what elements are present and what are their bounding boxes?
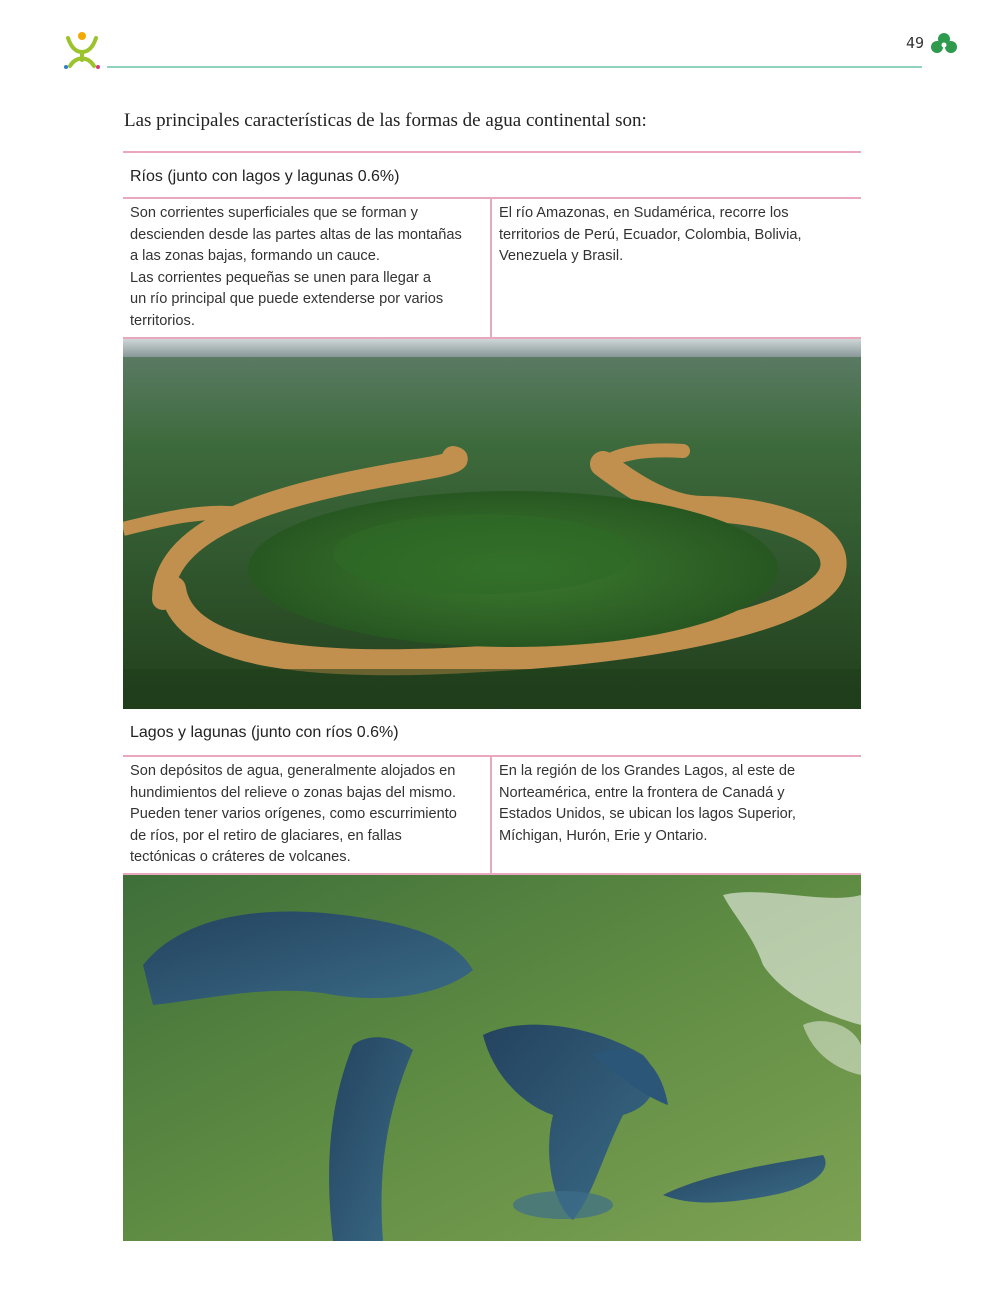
- section-title: Lagos y lagunas (junto con ríos 0.6%): [130, 724, 399, 741]
- intro-heading: Las principales características de las formas de agua continental son:: [124, 110, 647, 131]
- text-line: En la región de los Grandes Lagos, al este de: [499, 763, 796, 779]
- text-line: El río Amazonas, en Sudamérica, recorre los: [499, 205, 789, 221]
- example-cell: [492, 757, 861, 873]
- text-line: un río principal que puede extenderse por varios: [130, 291, 444, 307]
- text-line: Las corrientes pequeñas se unen para llegar a: [130, 269, 431, 286]
- great-lakes-satellite-photo: [123, 873, 861, 1241]
- text-line: a las zonas bajas, formando un cauce.: [130, 248, 380, 264]
- text-line: descienden desde las partes altas de las montañas: [130, 226, 462, 243]
- text-line: de ríos, por el retiro de glaciares, en fallas: [130, 827, 402, 844]
- text-line: Pueden tener varios orígenes, como escurrimiento: [130, 806, 457, 822]
- page-number: 49: [906, 34, 925, 52]
- description-cell: [123, 199, 492, 337]
- text-line: Son depósitos de agua, generalmente alojados en: [130, 763, 456, 779]
- section-title: Ríos (junto con lagos y lagunas 0.6%): [123, 151, 861, 197]
- text-line: Estados Unidos, se ubican los lagos Superior,: [499, 806, 796, 822]
- amazon-river-photo: [123, 337, 861, 709]
- section-row: [123, 197, 861, 337]
- section-lagos: [123, 709, 861, 1241]
- text-line: Venezuela y Brasil.: [499, 248, 624, 264]
- clover-logo-icon: [930, 32, 958, 56]
- description-cell: [123, 757, 492, 873]
- section-rios: [123, 151, 861, 709]
- text-line: Son corrientes superficiales que se forman y: [130, 205, 418, 221]
- example-cell: [492, 199, 861, 337]
- text-line: territorios de Perú, Ecuador, Colombia, Bolivia,: [499, 226, 802, 243]
- text-line: hundimientos del relieve o zonas bajas del mismo.: [130, 784, 457, 801]
- text-line: territorios.: [130, 312, 195, 329]
- text-line: Norteamérica, entre la frontera de Canadá y: [499, 784, 785, 801]
- figure-logo-icon: [60, 30, 104, 72]
- text-line: tectónicas o cráteres de volcanes.: [130, 849, 351, 865]
- header-rule: [107, 66, 922, 68]
- text-line: Míchigan, Hurón, Erie y Ontario.: [499, 827, 708, 844]
- section-row: [123, 755, 861, 873]
